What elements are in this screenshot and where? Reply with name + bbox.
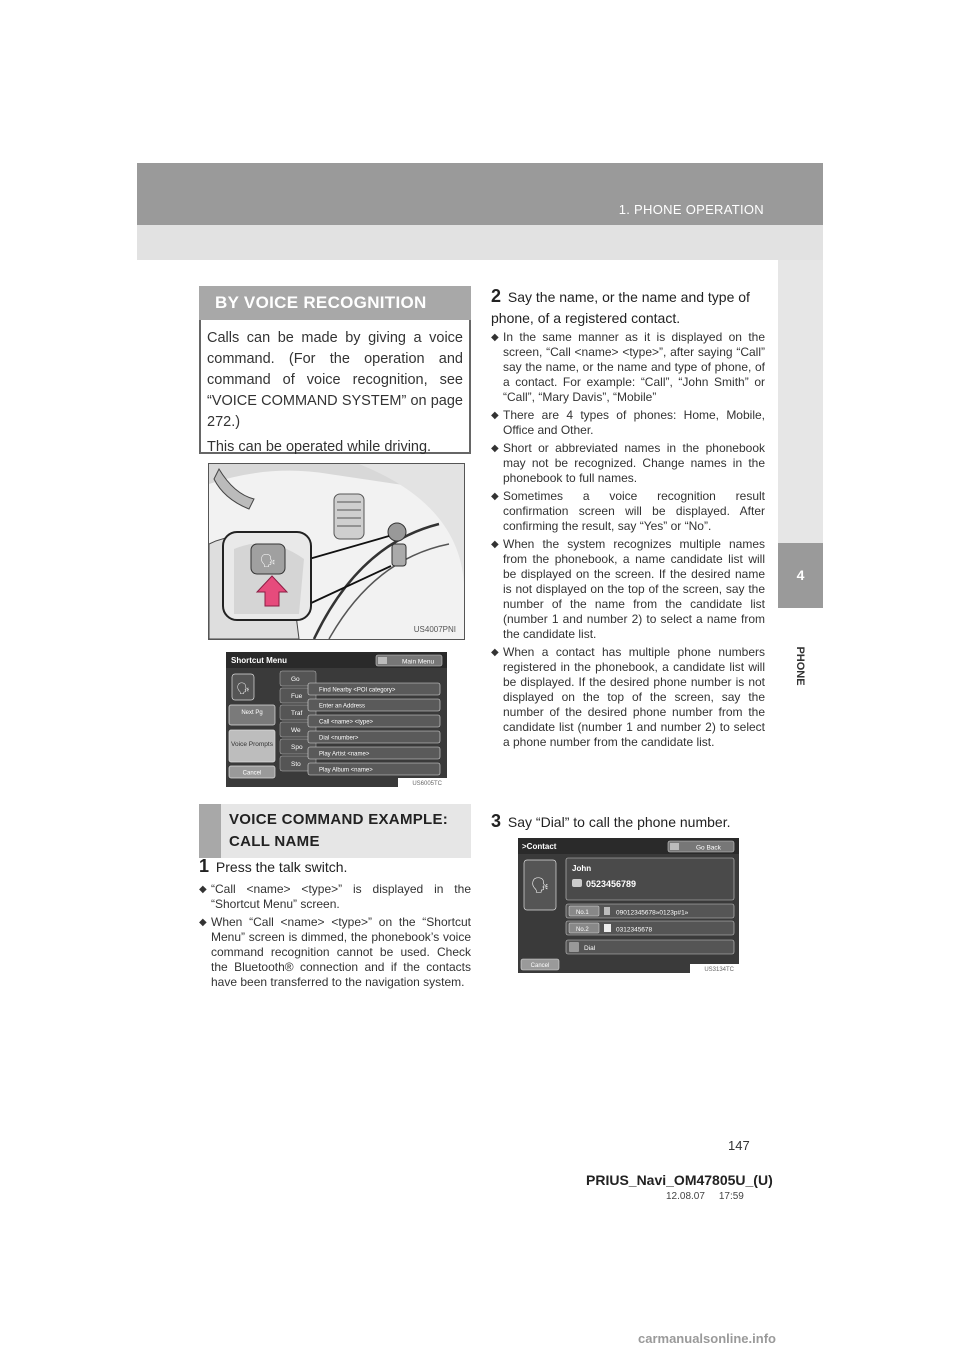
document-id: PRIUS_Navi_OM47805U_(U) (586, 1172, 773, 1188)
menu-item-label: Play Artist <name> (319, 751, 370, 758)
header-subband (137, 225, 823, 260)
chapter-number: 4 (778, 543, 823, 608)
step-number: 3 (491, 811, 502, 831)
step-number: 1 (199, 856, 210, 876)
shortcut-menu-screen (226, 652, 447, 787)
side-tab-background (778, 260, 823, 543)
note-item: ◆ In the same manner as it is displayed on the screen, “Call <name> <type>”, after saying “Call” say the name, or the name and type of phone, of a contact. For example: “Call”, “John Smith” or “Call”, “Mary Davis”, “Mobile” (491, 330, 765, 405)
page-number: 147 (728, 1138, 750, 1153)
steering-wheel-photo (208, 463, 465, 640)
steering-wheel-illustration (209, 464, 464, 639)
contact-screen-graphic (518, 838, 739, 973)
home-icon (604, 924, 611, 932)
step-number: 2 (491, 286, 502, 306)
step-1 (199, 856, 471, 877)
note-item: ◆ There are 4 types of phones: Home, Mobile, Office and Other. (491, 408, 765, 438)
step-text: Say the name, or the name and type of phone, of a registered contact. (491, 289, 750, 326)
driving-note: This can be operated while driving. (207, 439, 432, 455)
partial-item[interactable]: We (291, 727, 301, 734)
voice-recognition-text: Calls can be made by giving a voice command. (For the operation and command of voice recognition, see “VOICE COMMAND SYSTEM” on page 272.) (207, 330, 463, 430)
contact-title: >Contact (522, 842, 557, 851)
number-row-label: No.2 (576, 927, 589, 933)
go-back-label: Go Back (696, 844, 721, 852)
voice-recognition-body (199, 320, 471, 454)
section-title: 1. PHONE OPERATION (618, 202, 764, 217)
main-number: 0523456789 (586, 879, 637, 889)
menu-item-label: Call <name> <type> (319, 719, 374, 726)
partial-item[interactable]: Sto (291, 761, 301, 768)
menu-item-label: Enter an Address (319, 703, 366, 710)
dial-label: Dial (584, 945, 596, 952)
voice-prompts-label: Voice Prompts (231, 741, 273, 748)
number-row-label: No.1 (576, 910, 589, 916)
print-date: 12.08.07 17:59 (666, 1191, 744, 1202)
phone-icon (572, 879, 582, 887)
step-3 (491, 811, 765, 832)
mobile-icon (604, 907, 610, 915)
chapter-label: PHONE (794, 646, 806, 686)
step-1-notes (199, 882, 471, 993)
note-item: ◆ Short or abbreviated names in the phonebook may not be recognized. Change names in the phonebook to full names. (491, 441, 765, 486)
note-item: ◆ When “Call <name> <type>” on the “Shortcut Menu” screen is dimmed, the phonebook’s voice command recognition cannot be used. Check the Bluetooth® connection and if the contacts have been transferred to the navigation system. (199, 915, 471, 990)
svg-text:🗣: 🗣 (259, 553, 277, 568)
heading-line: CALL NAME (229, 833, 320, 850)
partial-item[interactable]: Spo (291, 744, 303, 751)
menu-item-label: Play Album <name> (319, 767, 373, 774)
note-item: ◆ When the system recognizes multiple names from the phonebook, a name candidate list will be displayed on the screen. If the desired name is not displayed on the top of the screen, say the number of the name from the candidate list (number 1 and number 2) to select a name from the candidate list. (491, 537, 765, 642)
menu-item-label: Find Nearby <POI category> (319, 687, 396, 694)
dial-icon (569, 942, 579, 952)
cancel-label: Cancel (530, 963, 550, 969)
number-row-value: 09012345678»0123p#1» (616, 909, 689, 917)
shortcut-menu-title: Shortcut Menu (231, 656, 287, 665)
step-text: Say “Dial” to call the phone number. (507, 814, 731, 830)
screen-caption: US6005TC (412, 781, 442, 787)
menu-item-label: Dial <number> (319, 735, 359, 742)
menu-icon (378, 657, 387, 664)
next-page-label: Next Pg (241, 710, 263, 716)
heading-line: VOICE COMMAND EXAMPLE: (229, 811, 449, 828)
partial-item[interactable]: Fue (291, 693, 303, 700)
partial-item[interactable]: Traf (291, 710, 303, 717)
contact-name: John (572, 864, 592, 873)
shortcut-menu-graphic (226, 652, 447, 787)
main-menu-label: Main Menu (402, 658, 435, 666)
cancel-label: Cancel (242, 770, 262, 777)
heading-accent-bar (199, 804, 221, 858)
note-item: ◆ Sometimes a voice recognition result confirmation screen will be displayed. After confirming the result, say “Yes” or “No”. (491, 489, 765, 534)
voice-glyph: 🗣 (530, 877, 550, 894)
voice-recognition-heading: BY VOICE RECOGNITION (199, 286, 471, 320)
partial-item[interactable]: Go (291, 676, 300, 683)
contact-screen (518, 838, 739, 973)
number-row-value: 0312345678 (616, 926, 653, 934)
voice-glyph: 🗣 (236, 683, 250, 695)
screen-caption: US3134TC (704, 967, 734, 973)
step-2-notes (491, 330, 765, 753)
step-2 (491, 286, 765, 329)
note-item: ◆ When a contact has multiple phone numbers registered in the phonebook, a candidate list will be displayed. If the desired phone number is not displayed on the top of the screen, say the number of the desired phone number from the candidate list (number 1 and number 2) to select a phone number from the candidate list. (491, 645, 765, 750)
voice-command-example-heading (199, 804, 471, 858)
back-icon (670, 843, 679, 850)
step-text: Press the talk switch. (215, 859, 348, 875)
note-item: ◆ “Call <name> <type>” is displayed in the “Shortcut Menu” screen. (199, 882, 471, 912)
photo-caption: US4007PNI (413, 625, 456, 634)
watermark: carmanualsonline.info (638, 1331, 776, 1346)
